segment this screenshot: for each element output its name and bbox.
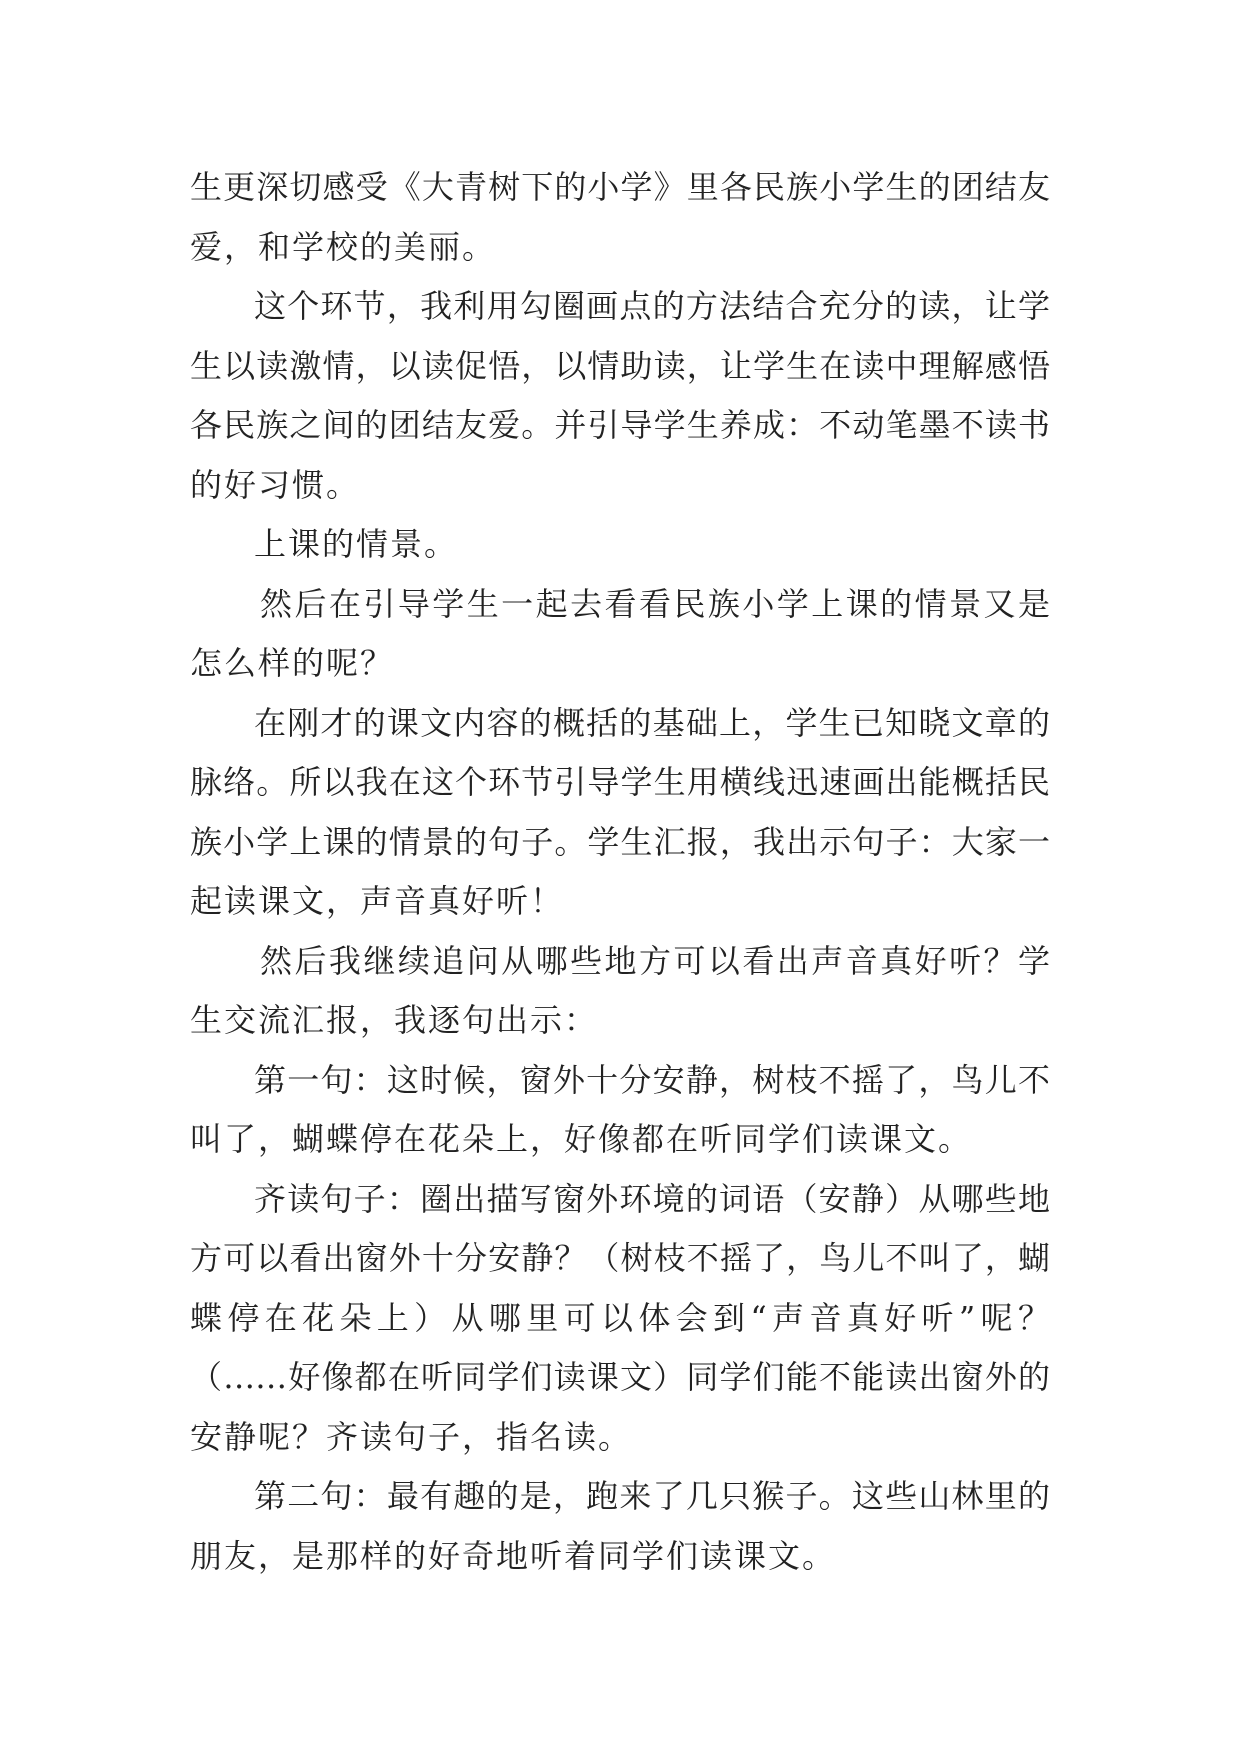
text-line: 起读课文，声音真好听！ — [190, 882, 565, 920]
text-line: 方可以看出窗外十分安静？（树枝不摇了，鸟儿不叫了，蝴 — [190, 1239, 1050, 1277]
text-line: 爱，和学校的美丽。 — [190, 227, 497, 266]
text-line: 生更深切感受《大青树下的小学》里各民族小学生的团结友 — [190, 168, 1050, 206]
text-line: 第二句：最有趣的是，跑来了几只猴子。这些山林里的 — [254, 1477, 1050, 1515]
text-line: 齐读句子：圈出描写窗外环境的词语（安静）从哪些地 — [254, 1179, 1050, 1218]
text-line: 在刚才的课文内容的概括的基础上，学生已知晓文章的 — [254, 703, 1050, 742]
text-line: 然后我继续追问从哪些地方可以看出声音真好听？学 — [260, 941, 1050, 980]
text-line: 生以读激情，以读促悟，以情助读，让学生在读中理解感悟 — [190, 346, 1050, 385]
text-line: 族小学上课的情景的句子。学生汇报，我出示句子：大家一 — [190, 822, 1050, 861]
text-line: 生交流汇报，我逐句出示： — [190, 1001, 599, 1039]
text-line: 脉络。所以我在这个环节引导学生用横线迅速画出能概括民 — [190, 763, 1050, 801]
text-line: 各民族之间的团结友爱。并引导学生养成：不动笔墨不读书 — [190, 406, 1050, 444]
document-body — [190, 158, 1050, 1586]
text-line: 然后在引导学生一起去看看民族小学上课的情景又是 — [260, 584, 1050, 623]
text-line: 第一句：这时候，窗外十分安静，树枝不摇了，鸟儿不 — [254, 1060, 1050, 1099]
text-line: 的好习惯。 — [190, 465, 361, 504]
text-line: 上课的情景。 — [254, 525, 459, 563]
text-line: 安静呢？齐读句子，指名读。 — [190, 1417, 633, 1456]
text-line: （……好像都在听同学们读课文）同学们能不能读出窗外的 — [190, 1358, 1050, 1396]
text-line: 朋友，是那样的好奇地听着同学们读课文。 — [190, 1536, 837, 1575]
text-line: 蝶停在花朵上）从哪里可以体会到“声音真好听”呢？ — [190, 1298, 1050, 1337]
text-line: 怎么样的呢？ — [190, 644, 395, 682]
text-line: 叫了，蝴蝶停在花朵上，好像都在听同学们读课文。 — [190, 1120, 973, 1158]
text-line: 这个环节，我利用勾圈画点的方法结合充分的读，让学 — [254, 287, 1050, 325]
